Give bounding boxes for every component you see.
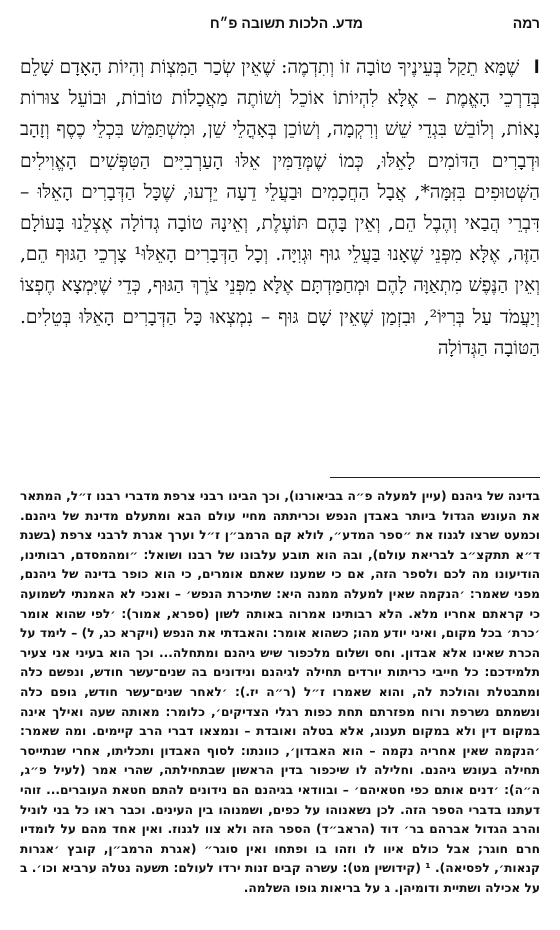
- book-name: רמה: [512, 15, 540, 31]
- halacha-number: ו: [533, 53, 540, 78]
- footnote-divider: [330, 477, 540, 478]
- running-header: [20, 10, 540, 36]
- chapter-title: מדע. הלכות תשובה פ״ח: [209, 15, 363, 31]
- footnotes: [20, 487, 540, 923]
- footnote-text: בדינה של גיהנם (עיין למעלה פ״ה בביאורנו), וכך הבינו רבני צרפת מדברי רבנו ז״ל, המתאר את העונש הגדול ביותר באבדן הנפש וכריתתה מחיי עולם הבא ומתעלם מדינת של גיהנם. וכמעט שרצו לגנוז את ״ספר המדע״, לולא קם הרמב״ן ז״ל וערך אגרת לרבני צרפת (בשנת ד״א תתקצ״ב לבריאת עולם), ובה הוא תובע עלבונו של רבנו ושואל: ״ומהמסדם, רבותינו, הודיעונו מה לכם ולספר הזה, אם כי שמענו שאתם אומרים, כי הוא כופר בדינה של גיהנם, מפני שאמר: ׳הנקמה שאין למעלה ממנה היא: שתיכרת הנפש׳ – ואנכי לא האמנתי לשמועה כי קראתם אחריו מלא. הלא רבותינו אמרוה באותה לשון (ספרא, אמור): ׳לפי שהוא אומר ׳כרת׳ בכל מקום, ואיני יודע מהו; כשהוא אומר: והאבדתי את הנפש (ויקרא כג, ל) – לימד על הכרת שאינו אלא אבדון. וחס ושלום מלכפור שיש גיהנם ומתחלה... וכך הוא בעיני אני צעיר תלמידכם: כל חייבי כריתות יורדים תחילה לגיהנם ונידונים בה שנים־עשר חודש, ונפשם כלה ומתבטלת והולכת לה, והוא שאמרו ז״ל (ר״ה יז.): ׳לאחר שנים־עשר חודש, גופם כלה ונשמתם נשרפת ורוח מפזרתם תחת כפות רגלי הצדיקים׳, כלומר: מאותה שעה ואילך אינה במקום דין ולא במקום תענוג, אלא בטלה ואובדת – ונמצאו דברי הרב קיימים. ומה שאמר: ׳הנקמה שאין אחריה נקמה – הוא האבדון׳, כוונתו: לסוף האבדון ותכליתו, אחרי שנתייסר תחילה בעונש גיהנם. וחלילה לו שיכפור בדין הראשון שבתחילתה, שהרי אמר (לעיל פ״ג, ה״ה): ׳דנים אותם כפי חטאיהם׳ – ובוודאי בגיהנם הם נידונים להתם חטאת העוברים... זוהי דעתנו בדברי הספר הזה. לכן נשאנוהו על כפים, ושמנוהו בין העינים. וכבר ראו כל בני לוניל והרב הגדול אברהם בר׳ דוד (הראב״ד) הספר הזה ולא צוו לגנוז. ואין אחד מהם על לומדיו חרם חוגר; אבל כולם איוו לו וזהו בו ופתחו ואין סוגר״ (אגרת הרמב״ן, קובץ ׳אגרות קנאות׳, לפסיאה). ¹ (קידושין מט): עשרה קבים זנות ירדו לעולם: תשעה נטלה ערביא וכו׳. ב על אכילה ושתיית ודומיהן. ג על בריאות גופו השלמה.: [20, 489, 540, 895]
- main-text: [20, 50, 540, 470]
- main-paragraph: שֶׁמָּא תֵקַל בְּעֵינֶיךָ טוֹבָה זוֹ וְתִדְמֶה: שֶׁאֵין שְׂכַר הַמִּצְוֹת וְהִיוֹת הָאָדָם שָׁלֵם בְּדַרְכֵי הָאֱמֶת – אֶלָּא לִהְיוֹתוֹ אוֹכֵל וְשׁוֹתֶה מַאֲכָלוֹת טוֹבוֹת, וּבוֹעֵל צוּרוֹת נָאוֹת, וְלוֹבֵשׁ בִּגְדֵי שֵׁשׁ וְרִקְמָה, וְשׁוֹכֵן בְּאָהֳלֵי שֵׁן, וּמִשְׁתַּמֵּשׁ בִּכְלֵי כֶסֶף וְזָהָב וּדְבָרִים הַדּוֹמִים לָאֵלּוּ, כְּמוֹ שֶׁמְּדַמִּין אֵלּוּ הָעַרְבִיִּים הַטִּפְּשִׁים הָאֱוִילִים הַשְּׁטוּפִים בִּזִּמָּה*, אֲבָל הַחֲכָמִים וּבַעֲלֵי דֵעָה יֵדְעוּ, שֶׁכָּל הַדְּבָרִים הָאֵלּוּ – דִּבְרֵי הֲבַאי וְהֶבֶל הֵם, וְאֵין בָּהֶם תּוֹעֶלֶת, וְאֵינָהּ טוֹבָה גְדוֹלָה אֶצְלֵנוּ בָּעוֹלָם הַזֶּה, אֶלָּא מִפְּנֵי שֶׁאָנוּ בַּעֲלֵי גוּף וּגְוִיָּה. וְכָל הַדְּבָרִים הָאֵלּוּ¹ צָרְכֵי הַגּוּף הֵם, וְאֵין הַנֶּפֶשׁ מִתְאַוָּה לָהֶם וּמְחַמַּדְתָּם אֶלָּא מִפְּנֵי צֹרֶךְ הַגּוּף, כְּדֵי שֶׁיִּמְצָא חֶפְצוֹ וְיַעֲמֹד עַל בְּרִיּוֹ², וּבִזְמַן שֶׁאֵין שָׁם גּוּף – נִמְצְאוּ כָּל הַדְּבָרִים הָאֵלּוּ בְּטֵלִים. הַטּוֹבָה הַגְּדוֹלָה: [20, 57, 540, 359]
